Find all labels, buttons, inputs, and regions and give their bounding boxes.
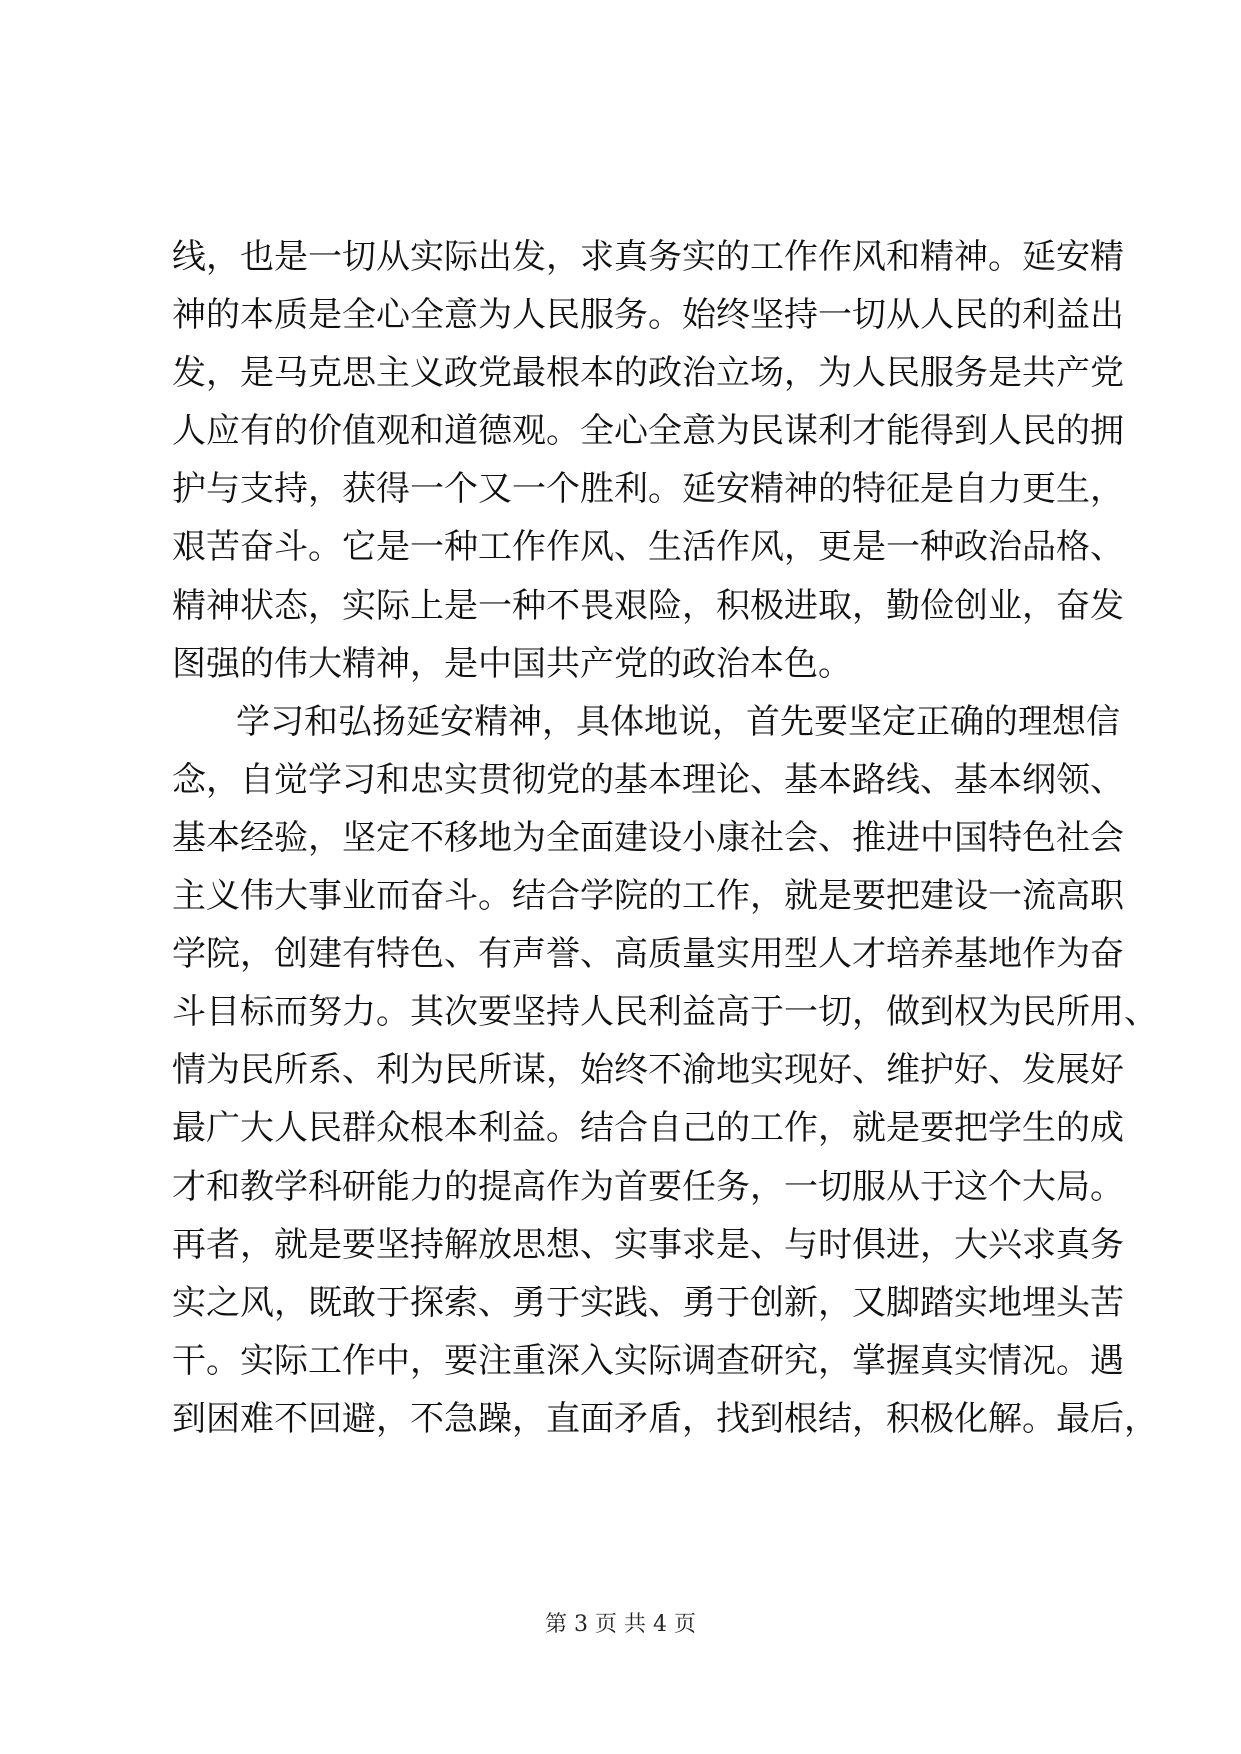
text-line: 才和教学科研能力的提高作为首要任务，一切服从于这个大局。 xyxy=(172,1166,1124,1207)
text-line: 干。实际工作中，要注重深入实际调查研究，掌握真实情况。遇 xyxy=(172,1340,1124,1381)
text-line: 护与支持，获得一个又一个胜利。延安精神的特征是自力更生， xyxy=(172,469,1124,510)
text-line: 学院，创建有特色、有声誉、高质量实用型人才培养基地作为奋 xyxy=(172,934,1124,975)
text-line: 实之风，既敢于探索、勇于实践、勇于创新，又脚踏实地埋头苦 xyxy=(172,1282,1124,1323)
text-line: 艰苦奋斗。它是一种工作作风、生活作风，更是一种政治品格、 xyxy=(172,527,1124,568)
text-line: 斗目标而努力。其次要坚持人民利益高于一切，做到权为民所用、 xyxy=(172,992,1158,1033)
text-line: 基本经验，坚定不移地为全面建设小康社会、推进中国特色社会 xyxy=(172,817,1124,858)
text-line: 发，是马克思主义政党最根本的政治立场，为人民服务是共产党 xyxy=(172,353,1124,394)
text-line: 最广大人民群众根本利益。结合自己的工作，就是要把学生的成 xyxy=(172,1108,1124,1149)
text-line: 线，也是一切从实际出发，求真务实的工作作风和精神。延安精 xyxy=(172,237,1124,277)
text-line: 精神状态，实际上是一种不畏艰险，积极进取，勤俭创业，奋发 xyxy=(172,585,1124,626)
text-line: 学习和弘扬延安精神，具体地说，首先要坚定正确的理想信 xyxy=(236,701,1120,742)
text-line: 图强的伟大精神，是中国共产党的政治本色。 xyxy=(172,643,852,684)
page-footer: 第 3 页 共 4 页 xyxy=(545,1612,696,1637)
text-line: 念，自觉学习和忠实贯彻党的基本理论、基本路线、基本纲领、 xyxy=(172,759,1124,800)
text-line: 情为民所系、利为民所谋，始终不渝地实现好、维护好、发展好 xyxy=(172,1050,1124,1091)
text-line: 人应有的价值观和道德观。全心全意为民谋利才能得到人民的拥 xyxy=(172,411,1124,452)
text-line: 神的本质是全心全意为人民服务。始终坚持一切从人民的利益出 xyxy=(172,295,1124,336)
text-line: 再者，就是要坚持解放思想、实事求是、与时俱进，大兴求真务 xyxy=(172,1224,1124,1265)
text-line: 到困难不回避，不急躁，直面矛盾，找到根结，积极化解。最后， xyxy=(172,1398,1158,1439)
text-line: 主义伟大事业而奋斗。结合学院的工作，就是要把建设一流高职 xyxy=(172,876,1124,917)
body-text xyxy=(172,228,1158,1448)
